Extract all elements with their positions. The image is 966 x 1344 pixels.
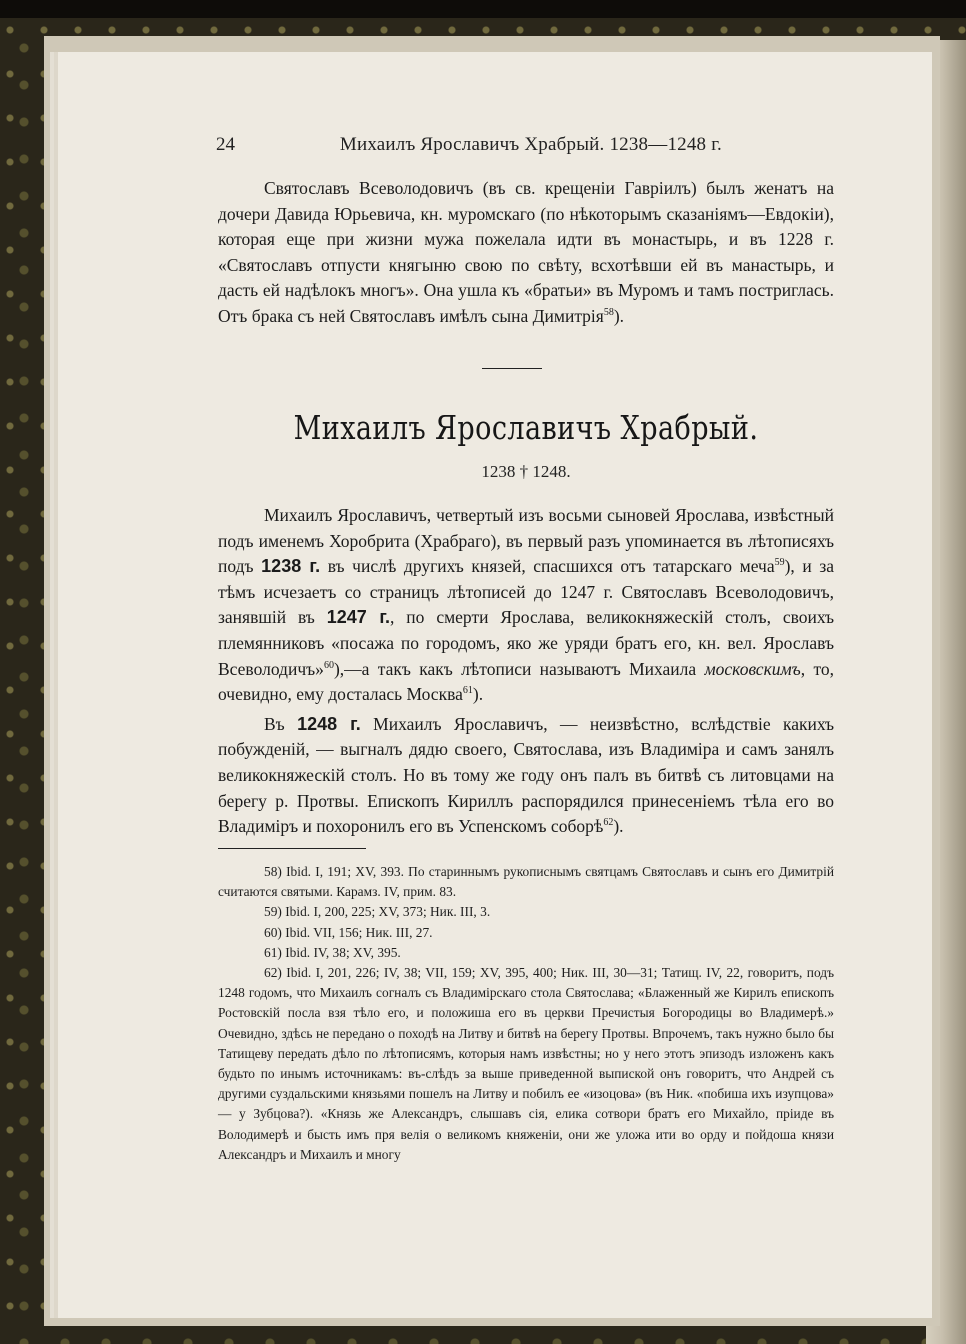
text-run: Въ	[264, 713, 285, 734]
running-header	[216, 134, 722, 160]
date-highlight: 1247 г.	[326, 607, 391, 628]
text-run: ), и за тѣмъ исчезаетъ со страницъ лѣтописей до 1247 г. Святославъ Всеволодовичъ, занявшій въ	[218, 556, 835, 628]
text-run: , по смерти Ярослава, великокняжескій столъ, своихъ племянниковъ «посажа по городомъ, яко же уряди братъ его, кн. вел. Ярославъ Всеволодичъ»	[218, 607, 835, 679]
footnote-ref[interactable]: 61	[462, 685, 473, 697]
date-highlight: 1238 г.	[261, 556, 321, 577]
section-divider	[482, 368, 542, 369]
footnote-58: 58) Ibid. I, 191; XV, 393. По стариннымъ рукописнымъ святцамъ Святославъ и сынъ его Димитрій считаются святыми. Карамз. IV, прим. 83.	[218, 864, 834, 900]
paragraph-svyatoslav	[218, 176, 834, 330]
paragraph-text: Святославъ Всеволодовичъ (въ св. крещеніи Гавріилъ) былъ женатъ на дочери Давида Юрьевича, кн. муромскаго (по нѣкоторымъ сказаніямъ—Евдокіи), которая еще при жизни мужа пожелала идти въ монастырь, и въ 1228 г. «Святославъ отпусти княгыню свою по свѣту, всхотѣвши ей въ манастырь, и дасть ей надѣлокъ многъ». Она ушла къ «братьи» въ Муромъ и тамъ постриглась. Отъ брака съ ней Святославъ имѣлъ сына Димитрія	[218, 178, 834, 326]
footnote-61: 61) Ibid. IV, 38; XV, 395.	[264, 944, 401, 960]
paragraph-mikhail	[218, 503, 834, 708]
footnote-59: 59) Ibid. I, 200, 225; XV, 373; Ник. III, 3.	[264, 904, 491, 920]
date-highlight: 1248 г.	[297, 713, 361, 734]
italic-word: московскимъ	[704, 658, 801, 679]
footnote-ref[interactable]: 59	[774, 557, 785, 569]
footnote-ref[interactable]: 58	[603, 307, 614, 319]
footnote-ref[interactable]: 62	[603, 817, 614, 829]
footnotes	[218, 862, 834, 1165]
text-run: ).	[472, 684, 484, 705]
footnote-62: 62) Ibid. I, 201, 226; IV, 38; VII, 159; XV, 395, 400; Ник. III, 30—31; Татищ. IV, 22, говоритъ, подъ 1248 годомъ, что Михаилъ согналъ съ Владимірскаго стола Святослава; «Блаженный же Кирилъ епископъ Ростовскій посла взя тѣло его, и положиша его въ церкви Пречистыя Богородицы во Владимерѣ.» Очевидно, здѣсь не передано о походѣ на Литву и битвѣ на берегу Протвы. Впрочемъ, такъ нужно было бы Татищеву передать дѣло по лѣтописямъ, которыя намъ извѣстны; но у него этотъ эпизодъ изложенъ какъ будьто по инымъ источникамъ: въ-слѣдъ за выше приведенной выпиской онъ говоритъ, что Андрей съ другими суздальскими князьями пошелъ на Литву и побилъ ее «изоцова» (въ Ник. «побиша ихъ изупцова» — у Зубцова?). «Князь же Александръ, слышавъ сія, елика сотвори братъ его Михайло, пріиде въ Володимерѣ и бысть имъ пря велія о великомъ княженіи, они же уложа ити во орду и пойдоша князи Александръ и Михаилъ и многу	[218, 965, 834, 1162]
text-run: Михаилъ Ярославичъ, — неизвѣстно, вслѣдствіе какихъ побужденій, — выгналъ дядю своего, Святослава, изъ Владиміра и самъ занялъ великокняжескій столъ. Но въ тому же году онъ палъ въ битвѣ съ литовцами на берегу р. Протвы. Епископъ Кириллъ распорядился принесеніемъ тѣла его во Владиміръ и похоронилъ его въ Успенскомъ соборѣ	[218, 713, 834, 837]
footnote-ref[interactable]: 60	[323, 659, 334, 671]
paragraph-end: ).	[613, 305, 625, 326]
footnote-60: 60) Ibid. VII, 156; Ник. III, 27.	[264, 924, 433, 940]
chapter-title: Михаилъ Ярославичъ Храбрый.	[293, 408, 759, 447]
footnote-rule	[218, 848, 366, 849]
chapter-body	[218, 503, 834, 840]
page-number: 24	[216, 134, 235, 155]
chapter-years: 1238 † 1248.	[481, 462, 571, 481]
text-run: въ числѣ другихъ князей, спасшихся отъ татарскаго меча	[327, 556, 775, 577]
text-run: ),—а такъ какъ лѣтописи называютъ Михаила	[333, 658, 697, 679]
running-title: Михаилъ Ярославичъ Храбрый. 1238—1248 г.	[339, 134, 722, 155]
paragraph-1248	[218, 712, 834, 840]
text-run: , то, очевидно, ему досталась Москва	[218, 658, 834, 705]
text-run: ).	[613, 816, 624, 837]
text-run: Михаилъ Ярославичъ, четвертый изъ восьми сыновей Ярослава, извѣстный подъ именемъ Хоробрита (Храбраго), въ первый разъ упоминается въ лѣтописяхъ подъ	[218, 505, 834, 577]
